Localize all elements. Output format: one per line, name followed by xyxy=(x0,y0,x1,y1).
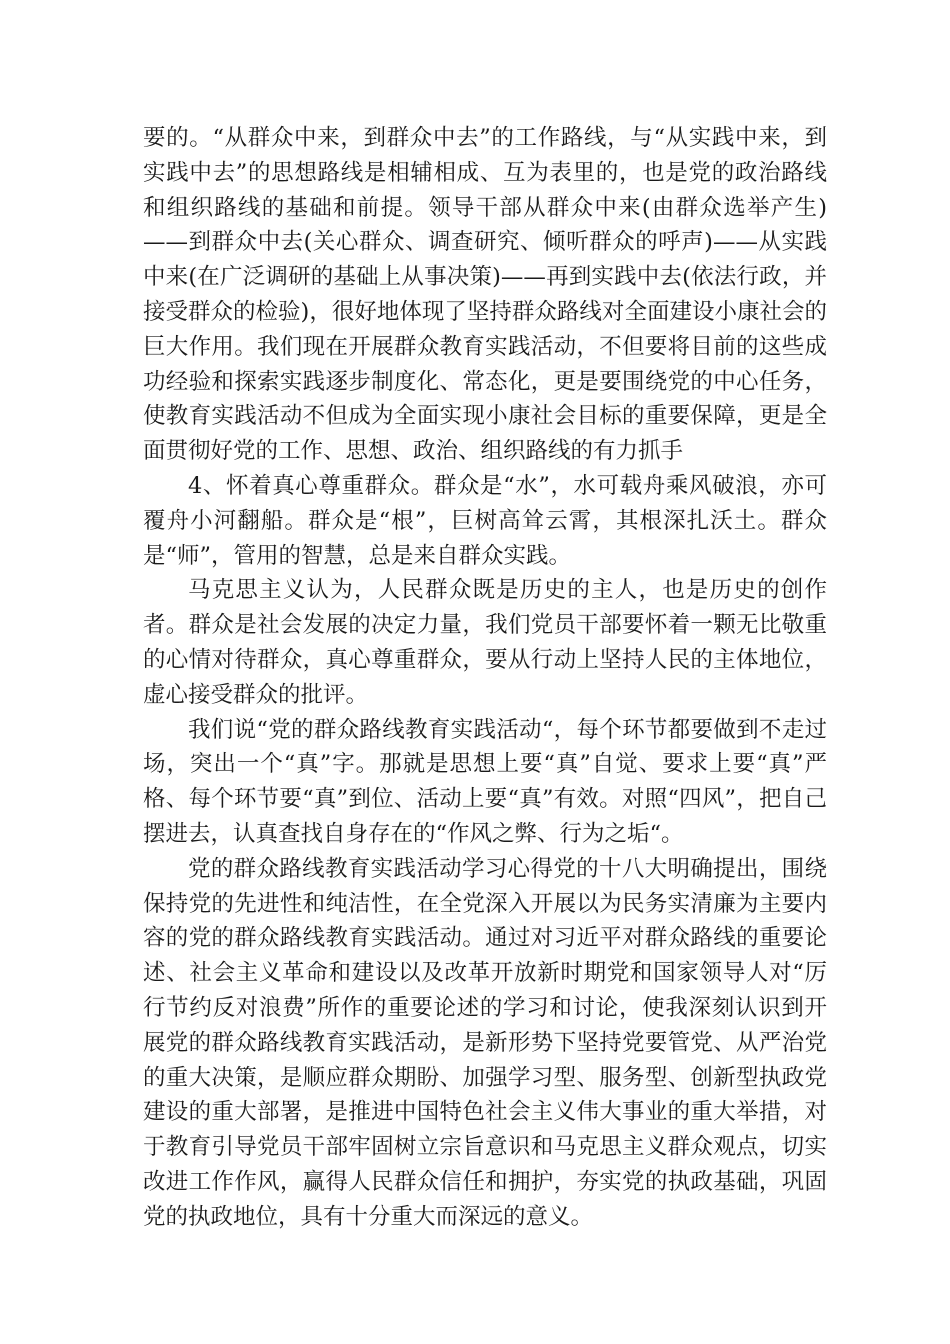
paragraph-4: 我们说“党的群众路线教育实践活动“，每个环节都要做到不走过场，突出一个“真”字。那就是思想上要“真”自觉、要求上要“真”严格、每个环节要“真”到位、活动上要“真”有效。对照“四风”，把自己摆进去，认真查找自身存在的“作风之弊、行为之垢“。 xyxy=(143,716,827,847)
paragraph-1: 要的。“从群众中来，到群众中去”的工作路线，与“从实践中来，到实践中去”的思想路线是相辅相成、互为表里的，也是党的政治路线和组织路线的基础和前提。领导干部从群众中来(由群众选举产生)——到群众中去(关心群众、调查研究、倾听群众的呼声)——从实践中来(在广泛调研的基础上从事决策)——再到实践中去(依法行政，并接受群众的检验)，很好地体现了坚持群众路线对全面建设小康社会的巨大作用。我们现在开展群众教育实践活动，不但要将目前的这些成功经验和探索实践逐步制度化、常态化，更是要围绕党的中心任务，使教育实践活动不但成为全面实现小康社会目标的重要保障，更是全面贯彻好党的工作、思想、政治、组织路线的有力抓手 xyxy=(143,125,827,465)
paragraph-2: 4、怀着真心尊重群众。群众是“水”，水可载舟乘风破浪，亦可覆舟小河翻船。群众是“根”，巨树高耸云霄，其根深扎沃土。群众是“师”，管用的智慧，总是来自群众实践。 xyxy=(143,472,827,569)
document-body xyxy=(143,121,827,1235)
paragraph-5: 党的群众路线教育实践活动学习心得党的十八大明确提出，围绕保持党的先进性和纯洁性，在全党深入开展以为民务实清廉为主要内容的党的群众路线教育实践活动。通过对习近平对群众路线的重要论述、社会主义革命和建设以及改革开放新时期党和国家领导人对“厉行节约反对浪费”所作的重要论述的学习和讨论，使我深刻认识到开展党的群众路线教育实践活动，是新形势下坚持党要管党、从严治党的重大决策，是顺应群众期盼、加强学习型、服务型、创新型执政党建设的重大部署，是推进中国特色社会主义伟大事业的重大举措，对于教育引导党员干部牢固树立宗旨意识和马克思主义群众观点，切实改进工作作风，赢得人民群众信任和拥护，夯实党的执政基础，巩固党的执政地位，具有十分重大而深远的意义。 xyxy=(143,855,827,1230)
paragraph-3: 马克思主义认为，人民群众既是历史的主人，也是历史的创作者。群众是社会发展的决定力量，我们党员干部要怀着一颗无比敬重的心情对待群众，真心尊重群众，要从行动上坚持人民的主体地位，虚心接受群众的批评。 xyxy=(143,577,827,708)
